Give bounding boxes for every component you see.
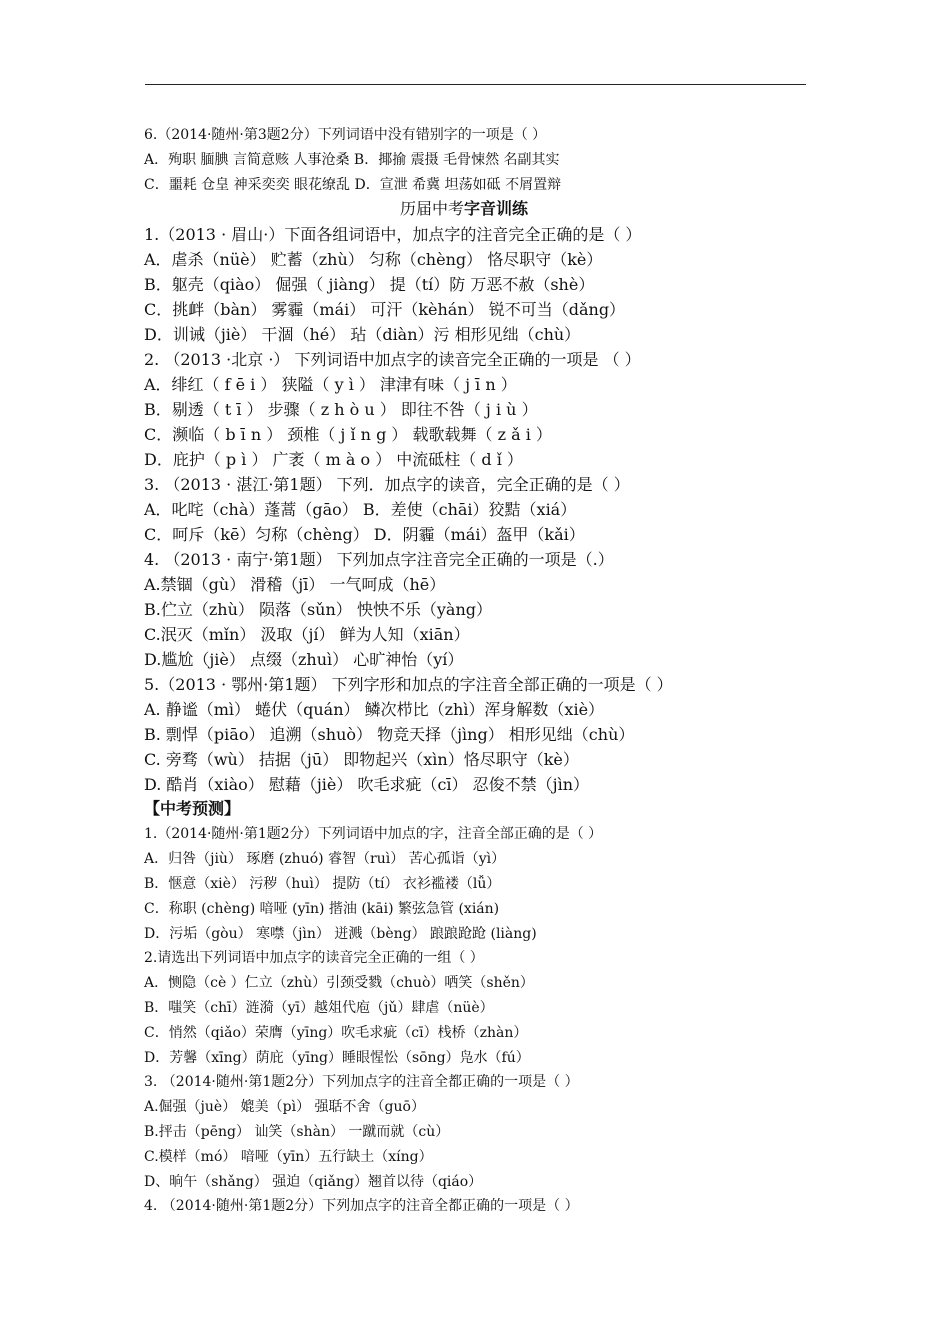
p2-option-a: A．恻隐（cè ）仁立（zhù）引颈受戮（chuò）哂笑（shěn）	[144, 975, 534, 991]
q3-options-ab: A．叱咤（chà）蓬蒿（gāo） B．差使（chāi）狡黠（xiá）	[144, 500, 577, 519]
q2-option-c: C．濒临（ b ī n ） 颈椎（ j ǐ n g ） 载歌载舞（ z ǎ i ）	[144, 425, 552, 444]
p4-stem: 4. （2014·随州·第1题2分）下列加点字的注音全都正确的一项是（ ）	[144, 1198, 579, 1214]
q3-stem: 3. （2013 · 湛江·第1题） 下列．加点字的读音，完全正确的是（ ）	[144, 475, 630, 494]
q6-options-cd: C．噩耗 仓皇 神采奕奕 眼花缭乱 D．宣泄 希冀 坦荡如砥 不屑置辩	[144, 177, 562, 193]
p2-option-c: C．悄然（qiǎo）荣膺（yīng）吹毛求疵（cī）栈桥（zhàn）	[144, 1025, 528, 1041]
q2-option-d: D．庇护（ p ì ） 广袤（ m à o ） 中流砥柱（ d ǐ ）	[144, 450, 523, 469]
p1-option-a: A．归咎（jiù） 琢磨 (zhuó) 睿智（ruì） 苦心孤诣（yì）	[144, 851, 506, 867]
q4-stem: 4. （2013 · 南宁·第1题） 下列加点字注音完全正确的一项是（.）	[144, 550, 614, 569]
q3-options-cd: C．呵斥（kē）匀称（chèng） D．阴霾（mái）盔甲（kǎi）	[144, 525, 585, 544]
q5-option-d: D. 酷肖（xiào） 慰藉（jiè） 吹毛求疵（cī） 忍俊不禁（jìn）	[144, 775, 590, 794]
section-title-pronunciation	[400, 199, 528, 219]
q1-option-c: C．挑衅（bàn） 雾霾（mái） 可汗（kèhán） 锐不可当（dǎng）	[144, 300, 626, 319]
q1-option-a: A．虐杀（nüè） 贮蓄（zhù） 匀称（chèng） 恪尽职守（kè）	[144, 250, 603, 269]
p3-option-a: A.倔强（juè） 媲美（pì） 强聒不舍（guō）	[144, 1099, 425, 1115]
q1-option-d: D．训诫（jiè） 干涸（hé） 玷（diàn）污 相形见绌（chù）	[144, 325, 581, 344]
section-title-plain: 历届中考	[400, 199, 465, 218]
p3-stem: 3. （2014·随州·第1题2分）下列加点字的注音全都正确的一项是（ ）	[144, 1074, 579, 1090]
p2-stem: 2.请选出下列词语中加点字的读音完全正确的一组（ ）	[144, 950, 484, 966]
q2-option-a: A．绯红（ f ē i ） 狭隘（ y ì ） 津津有味（ j ī n ）	[144, 375, 517, 394]
p3-option-d: D、晌午（shǎng） 强迫（qiǎng）翘首以待（qiáo）	[144, 1174, 483, 1190]
q4-option-d: D.尴尬（jiè） 点缀（zhuì） 心旷神怡（yí）	[144, 650, 464, 669]
p1-stem: 1.（2014·随州·第1题2分）下列词语中加点的字，注音全部正确的是（ ）	[144, 826, 603, 842]
q5-option-c: C. 旁骛（wù） 拮据（jū） 即物起兴（xìn）恪尽职守（kè）	[144, 750, 579, 769]
q4-option-a: A.禁锢（gù） 滑稽（jī） 一气呵成（hē）	[144, 575, 446, 594]
header-rule	[145, 84, 806, 85]
q4-option-c: C.泯灭（mǐn） 汲取（jí） 鲜为人知（xiān）	[144, 625, 470, 644]
q2-option-b: B．剔透（ t ī ） 步骤（ z h ò u ） 即往不咎（ j i ù ）	[144, 400, 538, 419]
q5-option-b: B. 剽悍（piāo） 追溯（shuò） 物竞天择（jìng） 相形见绌（chù）	[144, 725, 635, 744]
p1-option-b: B．惬意（xiè） 污秽（huì） 提防（tí） 衣衫褴褛（lǚ）	[144, 876, 501, 892]
p2-option-d: D．芳馨（xīng）荫庇（yīng）睡眼惺忪（sōng）凫水（fú）	[144, 1050, 530, 1066]
p2-option-b: B．嗤笑（chī）涟漪（yī）越俎代庖（jǔ）肆虐（nüè）	[144, 1000, 494, 1016]
q6-options-ab: A．殉职 腼腆 言简意赅 人事沧桑 B．揶揄 震摄 毛骨悚然 名副其实	[144, 152, 560, 168]
q5-stem: 5.（2013 · 鄂州·第1题） 下列字形和加点的字注音全部正确的一项是（ ）	[144, 675, 673, 694]
q2-stem: 2. （2013 ·北京 ·） 下列词语中加点字的读音完全正确的一项是 （ ）	[144, 350, 641, 369]
p1-option-d: D．污垢（gòu） 寒噤（jìn） 迸溅（bèng） 踉踉跄跄 (liàng)	[144, 926, 537, 942]
p3-option-b: B.抨击（pēng） 讪笑（shàn） 一蹴而就（cù）	[144, 1124, 450, 1140]
q5-option-a: A. 静谧（mì） 蜷伏（quán） 鳞次栉比（zhì）浑身解数（xiè）	[144, 700, 605, 719]
section-title-prediction: 【中考预测】	[144, 799, 241, 818]
q4-option-b: B.伫立（zhù） 陨落（sǔn） 怏怏不乐（yàng）	[144, 600, 493, 619]
q6-stem: 6.（2014·随州·第3题2分）下列词语中没有错别字的一项是（ ）	[144, 127, 547, 143]
p3-option-c: C.模样（mó） 喑哑（yīn）五行缺土（xíng）	[144, 1149, 433, 1165]
p1-option-c: C．称职 (chèng) 喑哑 (yīn) 揩油 (kāi) 繁弦急管 (xián)	[144, 901, 500, 917]
section-title-bold: 字音训练	[464, 199, 529, 218]
q1-stem: 1.（2013 · 眉山·）下面各组词语中，加点字的注音完全正确的是（ ）	[144, 225, 642, 244]
q1-option-b: B．躯壳（qiào） 倔强（ jiàng） 提（tí）防 万恶不赦（shè）	[144, 275, 595, 294]
